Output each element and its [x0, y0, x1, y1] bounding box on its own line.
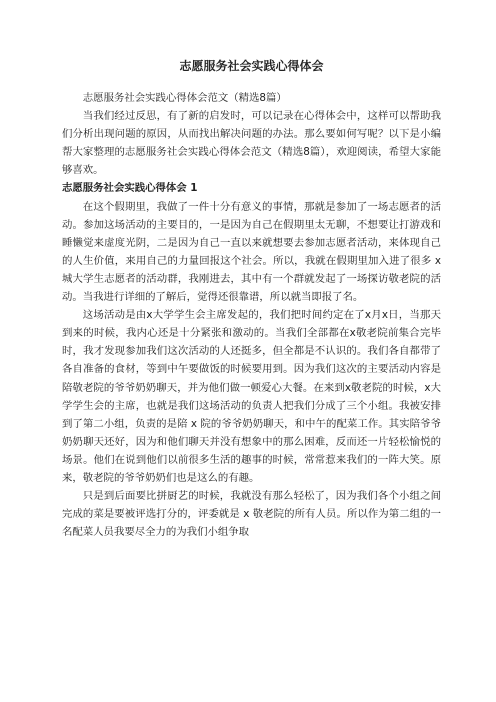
- document-subtitle: 志愿服务社会实践心得体会范文（精选8篇）: [82, 92, 287, 104]
- document-title: 志愿服务社会实践心得体会: [179, 59, 324, 73]
- body-paragraph: 这场活动是由x大学学生会主席发起的，我们把时间约定在了x月x日，当那天到来的时候，我内心还是十分紧张和激动的。当我们全部都在x敬老院前集合完毕时，我才发现参加我们这次活动的人还挺多，但全都是不认识的。我们各自都带了各自准备的食材，等到中午要做饭的时候要用到。因为我们这次的主要活动内容是陪敬老院的爷爷奶奶聊天，并为他们做一顿爱心大餐。在来到x敬老院的时候，x大学学生会的主席，也就是我们这场活动的负责人把我们分成了三个小组。我被安排到了第二小组，负责的是陪 x 院的爷爷奶奶聊天，和中午的配菜工作。其实陪爷爷奶奶聊天还好，因为和他们聊天并没有想象中的那么困难，反而还一片轻松愉悦的场景。他们在说到他们以前很多生活的趣事的时候，常常惹来我们的一阵大笑。原来，敬老院的爷爷奶奶们也是这么的有趣。: [62, 309, 441, 484]
- body-paragraph: 在这个假期里，我做了一件十分有意义的事情，那就是参加了一场志愿者的活动。参加这场活动的主要目的，一是因为自己在假期里太无聊，不想要让打游戏和睡懒觉来虚度光阴，二是因为自己一直以来就想要去参加志愿者活动，来体现自己的人生价值，来用自己的力量回报这个社会。所以，我就在假期里加入进了很多 x 城大学生志愿者的活动群，我刚进去，其中有一个群就发起了一场探访敬老院的活动。当我进行详细的了解后，觉得还很靠谱，所以就当即报了名。: [62, 200, 441, 304]
- body-paragraph: 只是到后面要比拼厨艺的时候，我就没有那么轻松了，因为我们各个小组之间完成的菜是要被评选打分的，评委就是 x 敬老院的所有人员。所以作为第二组的一名配菜人员我要尽全力的为我们小组争取: [62, 490, 441, 539]
- section-heading: 志愿服务社会实践心得体会 1: [62, 182, 198, 195]
- intro-paragraph: 当我们经过反思，有了新的启发时，可以记录在心得体会中，这样可以帮助我们分析出现问题的原因，从而找出解决问题的办法。那么要如何写呢？以下是小编帮大家整理的志愿服务社会实践心得体会范文（精选8篇），欢迎阅读，希望大家能够喜欢。: [62, 110, 441, 177]
